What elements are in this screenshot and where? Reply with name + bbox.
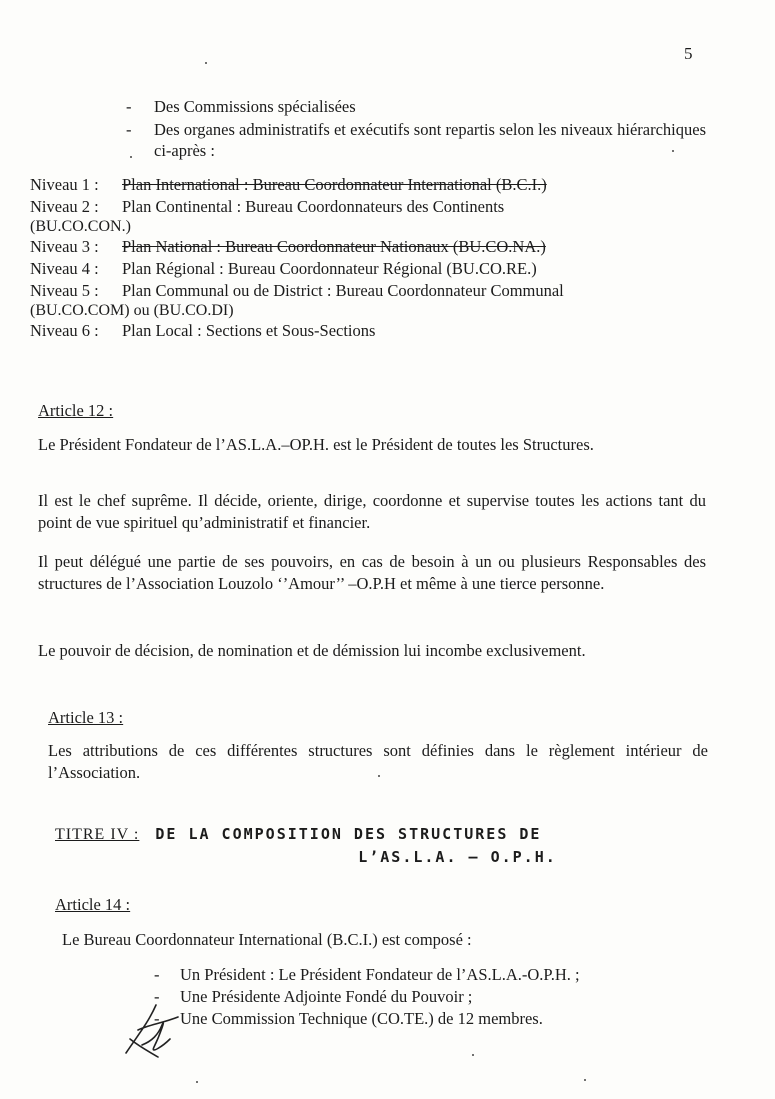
scan-speck [196, 1081, 198, 1083]
list-item [126, 119, 706, 161]
bci-members-list [154, 964, 674, 1030]
intro-list [126, 96, 706, 163]
level-text: Plan Local : Sections et Sous-Sections [122, 321, 376, 340]
level-row [30, 174, 710, 196]
level-label: Niveau 4 : [30, 259, 99, 278]
section-title-line1: DE LA COMPOSITION DES STRUCTURES DE [155, 825, 542, 843]
dash-bullet: - [126, 97, 132, 116]
scan-speck [672, 150, 674, 152]
hierarchy-levels [30, 174, 710, 342]
level-row [30, 320, 710, 342]
level-continuation: (BU.CO.COM) ou (BU.CO.DI) [30, 302, 234, 319]
article-12-paragraph: Le Président Fondateur de l’AS.L.A.–OP.H. est le Président de toutes les Structures. [38, 435, 594, 454]
level-label: Niveau 5 : [30, 281, 99, 300]
level-continuation: (BU.CO.CON.) [30, 218, 131, 235]
scan-speck [584, 1079, 586, 1081]
article-14-intro: Le Bureau Coordonnateur International (B.C.I.) est composé : [62, 930, 472, 949]
level-label: Niveau 1 : [30, 175, 99, 194]
level-label: Niveau 2 : [30, 197, 99, 216]
level-row [30, 196, 710, 218]
page-number: 5 [684, 44, 693, 63]
list-item [154, 986, 674, 1007]
list-item-text: Une Présidente Adjointe Fondé du Pouvoir ; [180, 987, 473, 1006]
level-label: Niveau 3 : [30, 237, 99, 256]
article-13-paragraph: Les attributions de ces différentes structures sont définies dans le règlement intérieur de l’Association. [48, 741, 708, 782]
level-text: Plan Continental : Bureau Coordonnateurs des Continents [122, 197, 505, 216]
level-text: Plan Communal ou de District : Bureau Coordonnateur Communal [122, 281, 564, 300]
list-item-text: Une Commission Technique (CO.TE.) de 12 membres. [180, 1009, 543, 1028]
list-item-text: Des Commissions spécialisées [154, 97, 356, 116]
handwritten-signature [118, 995, 188, 1065]
scan-speck [205, 62, 207, 64]
article-12-paragraph: Il peut délégué une partie de ses pouvoirs, en cas de besoin à un ou plusieurs Responsables des structures de l’Association Louzolo ‘’Amour’’ –O.P.H et même à une tierce personne. [38, 552, 706, 593]
level-row [30, 258, 710, 280]
scan-speck [378, 775, 380, 777]
level-row [30, 236, 710, 258]
article-12-paragraph: Le pouvoir de décision, de nomination et de démission lui incombe exclusivement. [38, 641, 586, 660]
section-title [55, 825, 720, 866]
level-text: Plan International : Bureau Coordonnateur International (B.C.I.) [122, 175, 547, 194]
level-row [30, 280, 710, 302]
dash-bullet: - [126, 120, 132, 139]
scan-speck [130, 156, 132, 158]
scan-speck [472, 1054, 474, 1056]
article-14-heading: Article 14 : [55, 895, 131, 914]
list-item [154, 1008, 674, 1029]
level-text: Plan Régional : Bureau Coordonnateur Régional (BU.CO.RE.) [122, 259, 537, 278]
dash-bullet: - [154, 987, 160, 1006]
list-item [126, 96, 706, 117]
section-title-line2: L’AS.L.A. – O.P.H. [358, 848, 557, 866]
dash-bullet: - [154, 1009, 160, 1028]
level-text: Plan National : Bureau Coordonnateur Nationaux (BU.CO.NA.) [122, 237, 546, 256]
article-12-heading: Article 12 : [38, 401, 114, 420]
list-item-text: Des organes administratifs et exécutifs sont repartis selon les niveaux hiérarchiques ci-après : [154, 120, 706, 160]
article-13-heading: Article 13 : [48, 708, 124, 727]
article-12-paragraph: Il est le chef suprême. Il décide, oriente, dirige, coordonne et supervise toutes les actions tant du point de vue spirituel qu’administratif et financier. [38, 491, 706, 532]
list-item-text: Un Président : Le Président Fondateur de l’AS.L.A.-O.P.H. ; [180, 965, 580, 984]
list-item [154, 964, 674, 985]
section-title-label: TITRE IV : [55, 826, 140, 843]
level-label: Niveau 6 : [30, 321, 99, 340]
dash-bullet: - [154, 965, 160, 984]
